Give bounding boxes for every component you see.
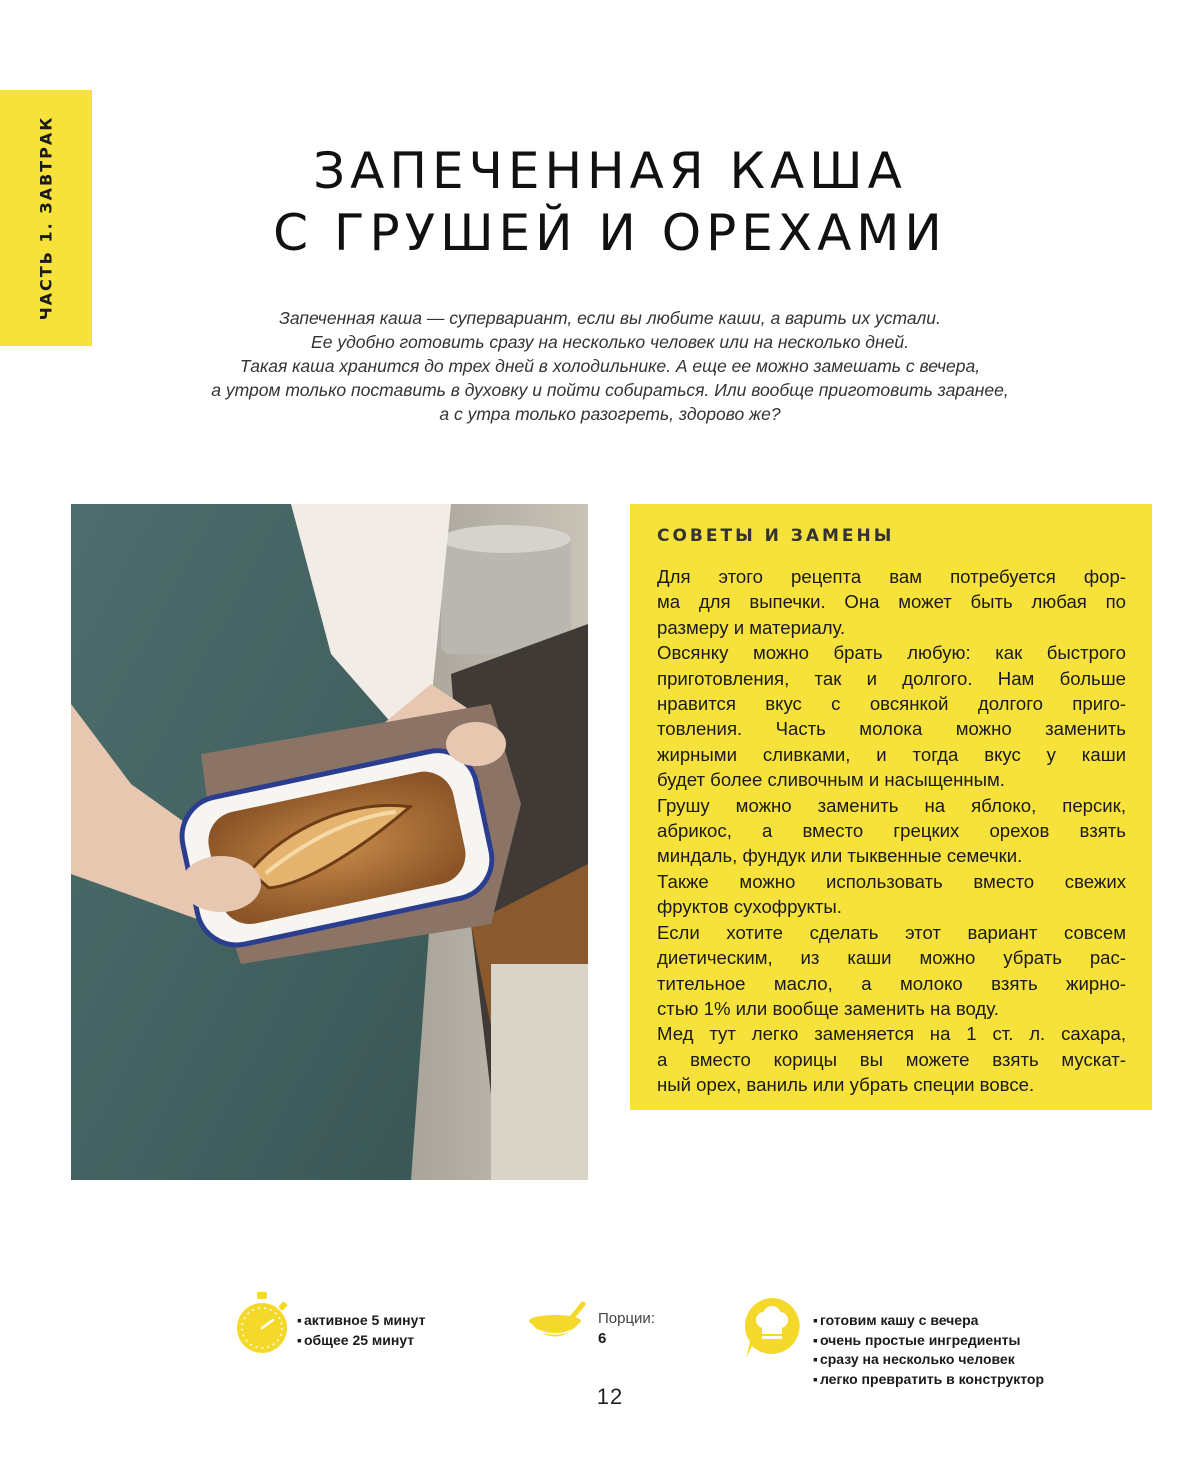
tips-line: стью 1% или вообще заменить на воду. [657, 997, 999, 1019]
tips-line: ный орех, ваниль или убрать специи вовсе. [657, 1074, 1035, 1096]
intro-paragraph [110, 306, 1110, 426]
tips-line: Овсянку можно брать любую: как быстрого [657, 642, 1126, 664]
tips-line: тительное масло, а молоко взять жирно- [657, 972, 1126, 994]
intro-line: Запеченная каша — супервариант, если вы любите каши, а варить их устали. [279, 308, 941, 328]
intro-line: Такая каша хранится до трех дней в холодильнике. А еще ее можно замешать с вечера, [239, 356, 981, 376]
feature-item: ▪ сразу на несколько человек [813, 1350, 1044, 1370]
tips-line: Грушу можно заменить на яблоко, персик, [657, 794, 1126, 816]
tips-line: фруктов сухофрукты. [657, 896, 842, 918]
time-info [297, 1311, 425, 1350]
feature-item: ▪ легко превратить в конструктор [813, 1370, 1044, 1390]
tips-title: СОВЕТЫ И ЗАМЕНЫ [657, 526, 895, 546]
page-number: 12 [596, 1384, 624, 1409]
active-time: ▪ активное 5 минут [297, 1311, 425, 1331]
feature-item: ▪ готовим кашу с вечера [813, 1311, 1044, 1331]
section-side-tab [0, 90, 92, 346]
features-list [813, 1311, 1044, 1389]
chef-hat-icon [742, 1296, 802, 1360]
tips-line: Мед тут легко заменяется на 1 ст. л. сахара, [657, 1023, 1126, 1045]
recipe-title-line-1: ЗАПЕЧЕННАЯ КАША [313, 142, 907, 200]
bowl-icon [526, 1300, 590, 1348]
tips-line: Для этого рецепта вам потребуется фор- [657, 566, 1126, 587]
feature-item: ▪ очень простые ингредиенты [813, 1331, 1044, 1351]
tips-line: будет более сливочным и насыщенным. [657, 769, 1005, 791]
portions-value: 6 [598, 1330, 607, 1347]
tips-body [657, 564, 1126, 1098]
tips-line: размеру и материалу. [657, 616, 846, 638]
tips-line: миндаль, фундук или тыквенные семечки. [657, 845, 1023, 867]
tips-line: абрикос, а вместо грецких орехов взять [657, 820, 1126, 842]
recipe-title-line-2: С ГРУШЕЙ И ОРЕХАМИ [273, 204, 947, 262]
tips-line: Если хотите сделать этот вариант совсем [657, 921, 1126, 943]
tips-line: а вместо корицы вы можете взять мускат- [657, 1048, 1126, 1070]
recipe-title [120, 140, 1100, 264]
intro-line: а утром только поставить в духовку и пойти собираться. Или вообще приготовить заранее, [211, 380, 1009, 400]
tips-line: товления. Часть молока можно заменить [657, 718, 1126, 740]
intro-line: а с утра только разогреть, здорово же? [439, 404, 781, 424]
intro-line: Ее удобно готовить сразу на несколько человек или на несколько дней. [311, 332, 909, 352]
tips-line: жирными сливками, и тогда вкус у каши [657, 743, 1126, 765]
stopwatch-icon [232, 1290, 292, 1354]
portions-label: Порции: [598, 1310, 655, 1327]
tips-line: нравится вкус с овсянкой долгого приго- [657, 693, 1126, 715]
tips-line: диетическим, из каши можно убрать рас- [657, 947, 1126, 969]
baked-porridge-photo [71, 504, 588, 1180]
tips-line: ма для выпечки. Она может быть любая по [657, 591, 1126, 613]
total-time: ▪ общее 25 минут [297, 1331, 425, 1351]
section-label: ЧАСТЬ 1. ЗАВТРАК [36, 115, 56, 321]
tips-line: Также можно использовать вместо свежих [657, 870, 1126, 892]
recipe-photo [71, 504, 588, 1180]
tips-box [630, 504, 1152, 1110]
tips-line: приготовления, так и долгого. Нам больше [657, 667, 1126, 689]
